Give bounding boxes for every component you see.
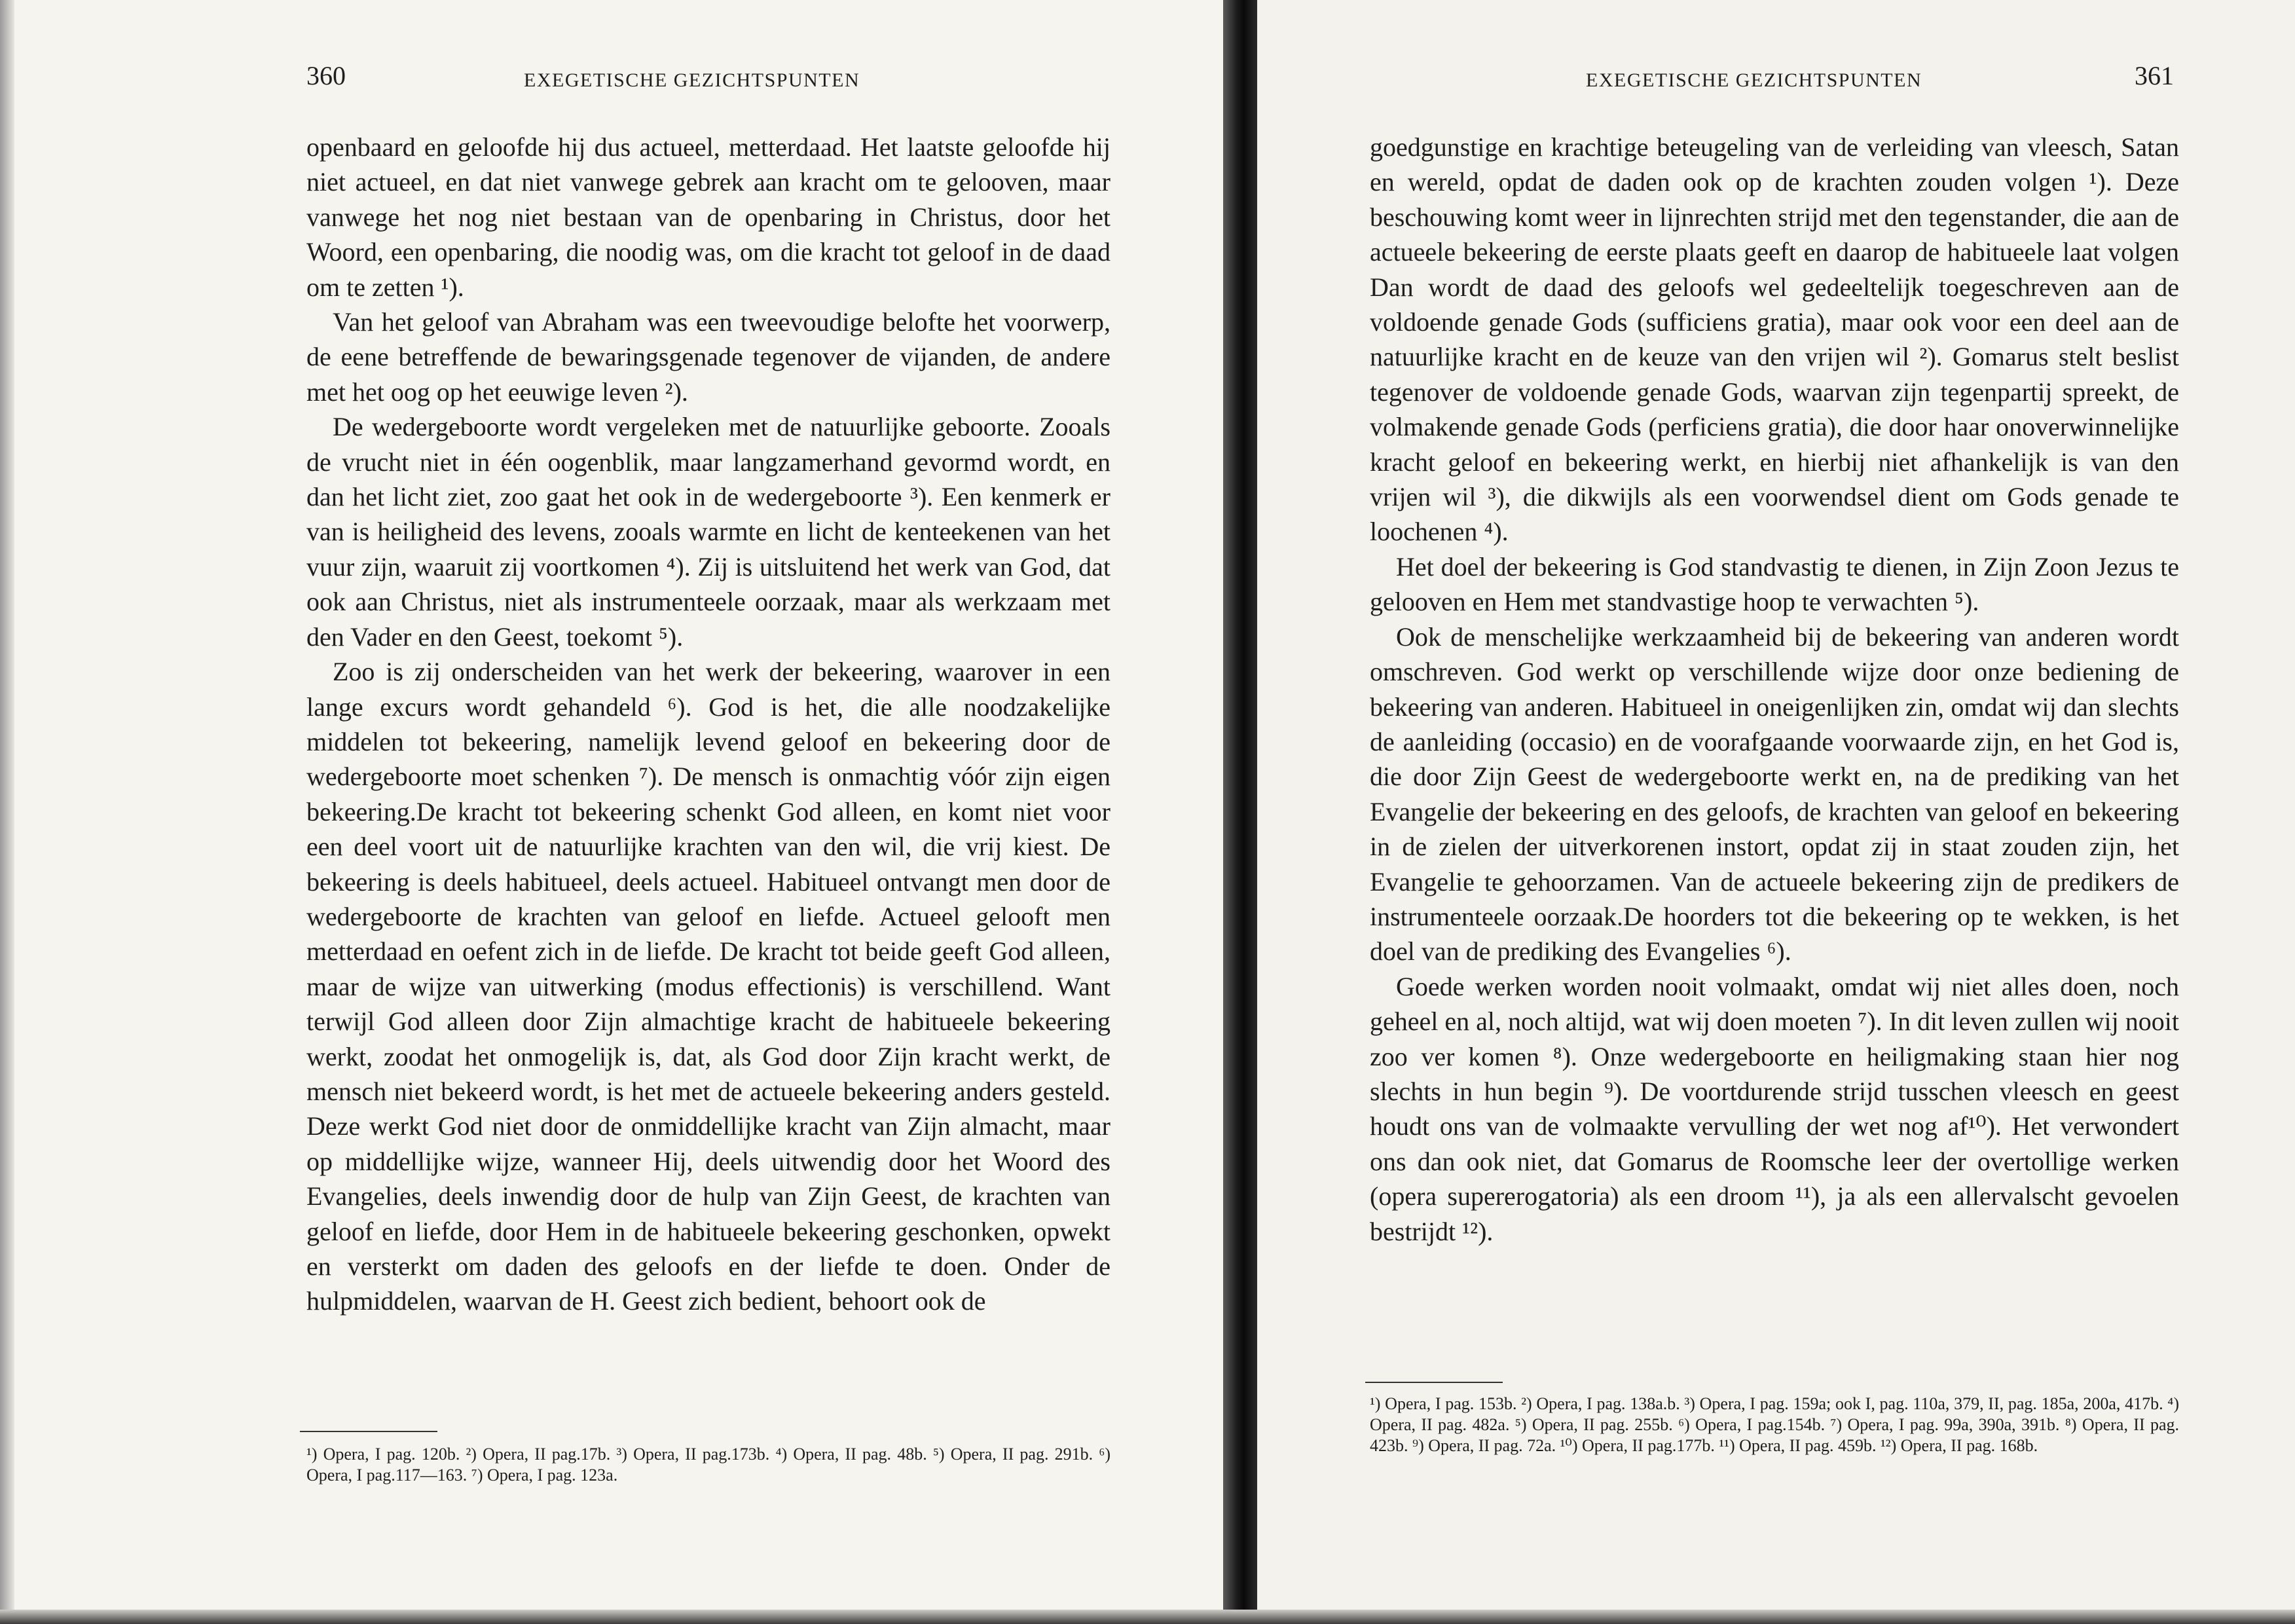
left-running-head: EXEGETISCHE GEZICHTSPUNTEN bbox=[524, 69, 860, 91]
right-header bbox=[1257, 60, 2295, 100]
right-running-head: EXEGETISCHE GEZICHTSPUNTEN bbox=[1586, 69, 1922, 91]
right-footnotes: ¹) Opera, I pag. 153b. ²) Opera, I pag. 138a.b. ³) Opera, I pag. 159a; ook I, pag. 110a, 379, II, pag. 185a, 200a, 417b. ⁴) Opera, II pag. 482a. ⁵) Opera, II pag. 255b. ⁶) Opera, I pag.154b. ⁷) Opera, I pag. 99a, 390a, 391b. ⁸) Opera, II pag. 423b. ⁹) Opera, II pag. 72a. ¹⁰) Opera, II pag.177b. ¹¹) Opera, II pag. 459b. ¹²) Opera, II pag. 168b. bbox=[1370, 1394, 2179, 1455]
left-paragraph-2: Van het geloof van Abraham was een tweevoudige belofte het voorwerp, de eene betreffende de bewaringsgenade tegenover de vijanden, de andere met het oog op het eeuwige leven ²). bbox=[306, 307, 1111, 407]
right-paragraph-4: Goede werken worden nooit volmaakt, omdat wij niet alles doen, noch geheel en al, noch altijd, wat wij doen moeten ⁷). In dit leven zullen wij nooit zoo ver komen ⁸). Onze wedergeboorte en heiligmaking staan hier nog slechts in hun begin ⁹). De voortdurende strijd tusschen vleesch en geest houdt ons van de volmaakte vervulling der wet nog af¹⁰). Het verwondert ons dan ook niet, dat Gomarus de Roomsche leer der overtollige werken (opera supererogatoria) als een droom ¹¹), ja als een allervalscht gevoelen bestrijdt ¹²). bbox=[1370, 971, 2179, 1246]
left-paragraph-4: Zoo is zij onderscheiden van het werk der bekeering, waarover in een lange excurs wordt gehandeld ⁶). God is het, die alle noodzakelijke middelen tot bekeering, namelijk levend geloof en bekeering door de wedergeboorte moet schenken ⁷). De mensch is onmachtig vóór zijn eigen bekeering.De kracht tot bekeering schenkt God alleen, en komt niet voor een deel voort uit de natuurlijke krachten van den wil, die vrij kiest. De bekeering is deels habitueel, deels actueel. Habitueel ontvangt men door de wedergeboorte de krachten van geloof en liefde. Actueel gelooft men metterdaad en oefent zich in de liefde. De kracht tot beide geeft God alleen, maar de wijze van uitwerking (modus effectionis) is verschillend. Want terwijl God alleen door Zijn almachtige kracht de habitueele bekeering werkt, zoodat het onmogelijk is, dat, als God door Zijn kracht werkt, de mensch niet bekeerd wordt, is het met de actueele bekeering anders gesteld. Deze werkt God niet door de onmiddellijke kracht van Zijn almacht, maar op middellijke wijze, wanneer Hij, deels uitwendig door het Woord des Evangelies, deels inwendig door de hulp van Zijn Geest, de krachten van geloof en liefde, door Hem in de habitueele bekeering geschonken, opwekt en versterkt om daden des geloofs en der liefde te doen. Onder de hulpmiddelen, waarvan de H. Geest zich bedient, behoort ook de bbox=[306, 657, 1111, 1316]
left-paragraph-1: openbaard en geloofde hij dus actueel, metterdaad. Het laatste geloofde hij niet actueel, en dat niet vanwege gebrek aan kracht om te gelooven, maar vanwege het nog niet bestaan van de openbaring in Christus, door het Woord, een openbaring, die noodig was, om die kracht tot geloof in de daad om te zetten ¹). bbox=[306, 132, 1111, 302]
right-page-number: 361 bbox=[2135, 61, 2174, 90]
left-body-text bbox=[306, 130, 1111, 1319]
right-body-text bbox=[1370, 130, 2179, 1249]
left-header bbox=[0, 60, 1231, 100]
right-paragraph-1: goedgunstige en krachtige beteugeling van de verleiding van vleesch, Satan en wereld, opdat de daden ook op de krachten zouden volgen ¹). Deze beschouwing komt weer in lijnrechten strijd met den tegenstander, die aan de actueele bekeering de eerste plaats geeft en daarop de habitueele laat volgen Dan wordt de daad des geloofs wel gedeeltelijk toegeschreven aan de voldoende genade Gods (sufficiens gratia), maar ook voor een deel aan de natuurlijke kracht en de keuze van den vrijen wil ²). Gomarus stelt beslist tegenover de voldoende genade Gods, waarvan zijn tegenpartij spreekt, de volmakende genade Gods (perficiens gratia), die door haar onoverwinnelijke kracht geloof en bekeering werkt, en hierbij niet afhankelijk is van den vrijen wil ³), die dikwijls als een voorwendsel dient om Gods genade te loochenen ⁴). bbox=[1370, 132, 2179, 547]
book-bottom-edge bbox=[0, 1610, 2295, 1624]
left-page-number: 360 bbox=[306, 61, 346, 90]
right-paragraph-2: Het doel der bekeering is God standvastig te dienen, in Zijn Zoon Jezus te gelooven en Hem met standvastige hoop te verwachten ⁵). bbox=[1370, 551, 2179, 617]
right-paragraph-3: Ook de menschelijke werkzaamheid bij de bekeering van anderen wordt omschreven. God werkt op verschillende wijze door onze bediening de bekeering van anderen. Habitueel in oneigenlijken zin, omdat wij dan slechts de aanleiding (occasio) en de voorafgaande voorwaarde zijn, en het God is, die door Zijn Geest de wedergeboorte werkt en, na de prediking van het Evangelie der bekeering en des geloofs, de krachten van geloof en bekeering in de zielen der uitverkorenen instort, opdat zij in staat zouden zijn, het Evangelie te gehoorzamen. Van de actueele bekeering zijn de predikers de instrumenteele oorzaak.De hoorders tot die bekeering op te wekken, is het doel van de prediking des Evangelies ⁶). bbox=[1370, 621, 2179, 967]
left-footnotes: ¹) Opera, I pag. 120b. ²) Opera, II pag.17b. ³) Opera, II pag.173b. ⁴) Opera, II pag. 48b. ⁵) Opera, II pag. 291b. ⁶) Opera, I pag.117—163. ⁷) Opera, I pag. 123a. bbox=[306, 1445, 1111, 1485]
right-footnote-rule bbox=[1365, 1382, 1503, 1383]
left-paragraph-3: De wedergeboorte wordt vergeleken met de natuurlijke geboorte. Zooals de vrucht niet in één oogenblik, maar langzamerhand gevormd wordt, en dan het licht ziet, zoo gaat het ook in de wedergeboorte ³). Een kenmerk er van is heiligheid des levens, zooals warmte en licht de kenteekenen van het vuur zijn, waaruit zij voortkomen ⁴). Zij is uitsluitend het werk van God, dat ook aan Christus, niet als instrumenteele oorzaak, maar als werkzaam met den Vader en den Geest, toekomt ⁵). bbox=[306, 412, 1111, 652]
left-footnote-rule bbox=[300, 1431, 437, 1432]
book-gutter bbox=[1223, 0, 1257, 1624]
page-edge-shadow bbox=[0, 0, 14, 1624]
